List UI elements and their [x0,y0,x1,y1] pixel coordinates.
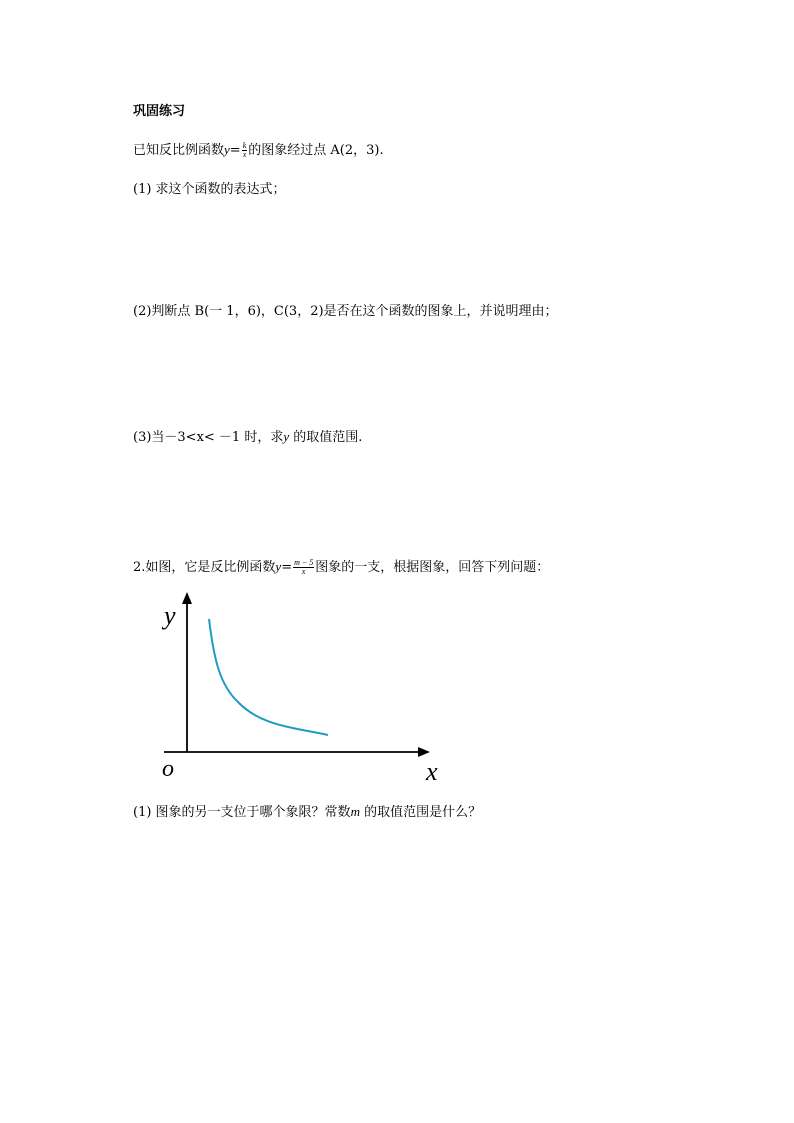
question-1-stem [133,141,384,160]
section-title: 巩固练习 [133,104,186,119]
question-2-stem [133,558,549,577]
q2-fraction [293,559,314,576]
q2-prefix: 2.如图，它是反比例函数 [133,560,276,575]
hyperbola-branch [209,619,328,735]
y-axis-label: y [164,601,176,630]
q1-frac-den: x [242,150,247,159]
x-axis-arrow-icon [418,747,430,757]
q1-suffix: 的图象经过点 A(2，3). [248,143,384,158]
question-2-part-1 [133,803,481,822]
q1-frac-num: k [242,141,247,150]
q1-eq: = [229,143,241,158]
q2-frac-den: x [301,567,306,576]
q2p1-var: m [350,804,360,819]
inverse-function-graph [150,590,450,790]
q1-fraction [242,142,248,159]
q2-eq: = [281,560,293,575]
question-1-part-3 [133,428,362,447]
q2-suffix: 图象的一支，根据图象，回答下列问题： [315,560,550,575]
x-axis-label: x [426,757,438,786]
origin-label: o [162,756,174,782]
q2-func-var: y [275,559,282,574]
question-1-part-1: (1) 求这个函数的表达式； [133,182,286,197]
q2p1-text-b: 的取值范围是什么？ [359,805,482,820]
q1p3-var: y [283,429,290,444]
question-1-part-2: (2)判断点 B(一 1，6)，C(3，2)是否在这个函数的图象上，并说明理由； [133,304,558,319]
q1-prefix: 已知反比例函数 [133,143,225,158]
q2-frac-num: m − 5 [294,558,314,567]
q1p3-text-b: 的取值范围. [289,430,363,445]
q1-func-var: y [224,142,230,157]
q2p1-text-a: (1) 图象的另一支位于哪个象限？常数 [133,805,351,820]
q1p3-text-a: (3)当－3<x< －1 时，求 [133,430,284,445]
y-axis-arrow-icon [182,592,192,604]
